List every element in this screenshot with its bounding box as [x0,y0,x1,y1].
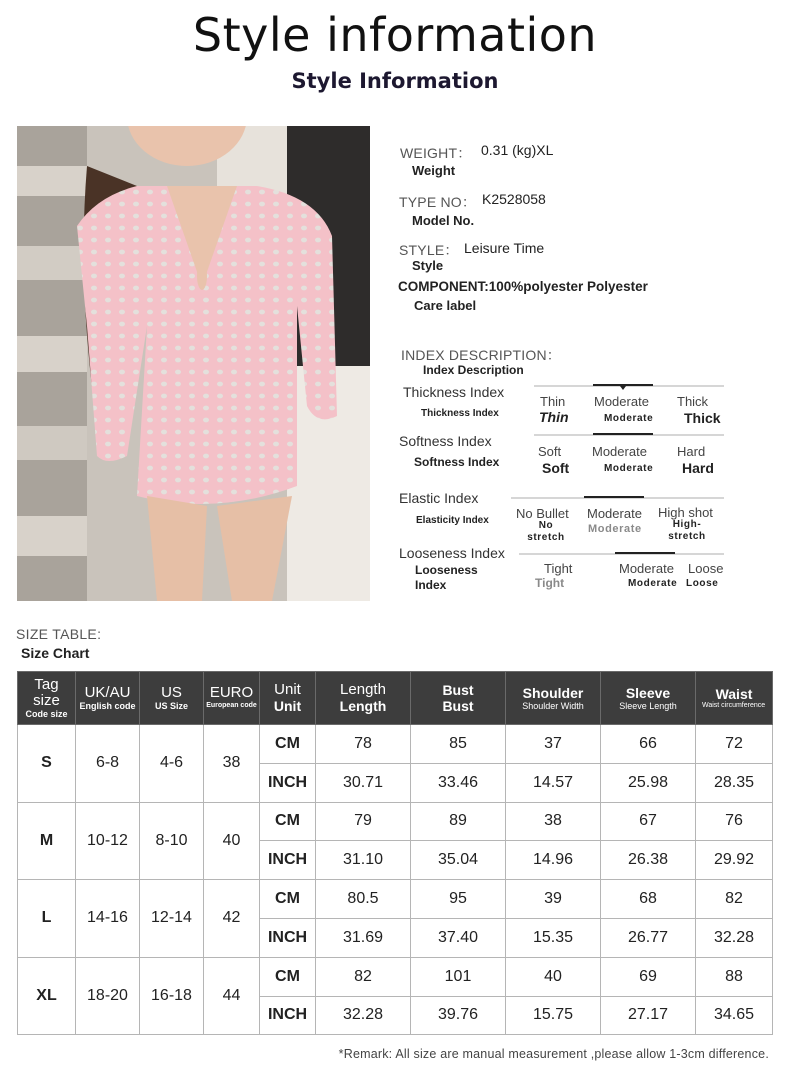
header-euro: EURO European code [204,672,260,725]
header-shoulder: Shoulder Shoulder Width [506,672,601,725]
cell-waist: 76 [696,802,773,841]
elastic-index-label: Elastic Index [399,490,479,506]
cell-us: 8-10 [140,802,204,880]
cell-sleeve: 67 [601,802,696,841]
elastic-sub-no-stretch: No stretch [527,520,565,543]
weight-label: WEIGHT： [400,145,472,161]
cell-shoulder: 38 [506,802,601,841]
looseness-sub-loose: Loose [686,578,719,589]
cell-waist: 82 [696,880,773,919]
looseness-index-label: Looseness Index [399,545,505,561]
cell-shoulder: 40 [506,957,601,996]
cell-length: 80.5 [316,880,411,919]
cell-us: 16-18 [140,957,204,1035]
elastic-opt-moderate: Moderate [587,506,642,521]
table-row [18,957,773,996]
cell-tag: XL [18,957,76,1035]
cell-shoulder: 14.96 [506,841,601,880]
cell-bust: 85 [411,725,506,764]
header-us: US US Size [140,672,204,725]
component-text: COMPONENT:100%polyester Polyester [398,279,648,294]
cell-length: 31.69 [316,918,411,957]
cell-sleeve: 26.38 [601,841,696,880]
looseness-opt-loose: Loose [688,561,724,576]
header-length: Length Length [316,672,411,725]
softness-index-sub: Softness Index [414,455,500,469]
cell-shoulder: 15.35 [506,918,601,957]
cell-shoulder: 37 [506,725,601,764]
thickness-opt-thick: Thick [677,394,709,409]
product-photo [17,126,370,601]
cell-unit: CM [260,725,316,764]
cell-euro: 42 [204,880,260,958]
type-sub: Model No. [412,213,475,228]
table-row [18,880,773,919]
elastic-sub-high-stretch: High-stretch [668,519,706,542]
cell-sleeve: 66 [601,725,696,764]
cell-uk: 6-8 [76,725,140,803]
softness-opt-soft: Soft [538,444,562,459]
cell-waist: 29.92 [696,841,773,880]
looseness-opt-moderate: Moderate [619,561,674,576]
cell-shoulder: 14.57 [506,763,601,802]
weight-sub: Weight [412,163,456,178]
cell-shoulder: 39 [506,880,601,919]
cell-sleeve: 69 [601,957,696,996]
cell-tag: S [18,725,76,803]
cell-euro: 44 [204,957,260,1035]
thickness-opt-moderate: Moderate [594,394,649,409]
cell-tag: L [18,880,76,958]
cell-length: 31.10 [316,841,411,880]
thickness-index-label: Thickness Index [403,384,505,400]
looseness-sub-tight: Tight [535,576,565,590]
cell-bust: 33.46 [411,763,506,802]
cell-length: 79 [316,802,411,841]
cell-euro: 38 [204,725,260,803]
cell-waist: 34.65 [696,996,773,1035]
table-row [18,802,773,841]
softness-index-label: Softness Index [399,433,492,449]
thickness-index-sub: Thickness Index [421,408,499,419]
cell-length: 78 [316,725,411,764]
remark-note: *Remark: All size are manual measurement ,please allow 1-3cm difference. [338,1047,769,1061]
index-description-sub: Index Description [423,363,524,377]
cell-sleeve: 25.98 [601,763,696,802]
cell-unit: CM [260,802,316,841]
elastic-index-sub: Elasticity Index [416,515,489,526]
header-bust: Bust Bust [411,672,506,725]
softness-sub-hard: Hard [682,460,714,476]
header-unit: Unit Unit [260,672,316,725]
looseness-opt-tight: Tight [544,561,573,576]
cell-bust: 39.76 [411,996,506,1035]
softness-sub-moderate: Moderate [604,463,654,474]
type-value: K2528058 [482,191,546,207]
cell-us: 4-6 [140,725,204,803]
cell-tag: M [18,802,76,880]
softness-opt-hard: Hard [677,444,706,459]
cell-length: 82 [316,957,411,996]
cell-bust: 37.40 [411,918,506,957]
cell-unit: INCH [260,918,316,957]
cell-shoulder: 15.75 [506,996,601,1035]
cell-waist: 72 [696,725,773,764]
cell-unit: INCH [260,763,316,802]
style-label: STYLE： [399,242,459,258]
size-chart-title: Size Chart [21,645,90,661]
cell-unit: CM [260,957,316,996]
cell-bust: 89 [411,802,506,841]
cell-waist: 88 [696,957,773,996]
header-uk-au: UK/AU English code [76,672,140,725]
looseness-selected-bar [615,552,675,554]
header-sleeve: Sleeve Sleeve Length [601,672,696,725]
cell-sleeve: 26.77 [601,918,696,957]
softness-selected-bar [593,433,653,435]
size-table [17,671,773,1035]
looseness-sub-moderate: Moderate [628,578,678,589]
cell-bust: 95 [411,880,506,919]
thickness-marker [620,386,626,390]
cell-uk: 18-20 [76,957,140,1035]
elastic-selected-bar [584,496,644,498]
header-waist: Waist Waist circumference [696,672,773,725]
cell-waist: 32.28 [696,918,773,957]
cell-uk: 14-16 [76,880,140,958]
thickness-sub-moderate: Moderate [604,413,654,424]
header-tag-size: Tag size Code size [18,672,76,725]
cell-sleeve: 68 [601,880,696,919]
cell-uk: 10-12 [76,802,140,880]
cell-unit: CM [260,880,316,919]
type-label: TYPE NO： [399,194,477,210]
style-sub: Style [412,258,444,273]
elastic-opt-high-shot: High shot [658,505,713,520]
cell-length: 30.71 [316,763,411,802]
cell-unit: INCH [260,841,316,880]
cell-sleeve: 27.17 [601,996,696,1035]
cell-length: 32.28 [316,996,411,1035]
size-table-label: SIZE TABLE: [16,626,102,642]
thickness-sub-thick: Thick [684,410,721,426]
table-header-row [18,672,773,725]
elastic-sub-moderate: Moderate [588,523,642,535]
index-description-label: INDEX DESCRIPTION： [401,347,561,363]
elastic-opt-no-bullet: No Bullet [516,506,569,521]
softness-opt-moderate: Moderate [592,444,647,459]
weight-value: 0.31 (kg)XL [481,142,554,158]
page-title: Style information [192,8,598,62]
thickness-sub-thin: Thin [539,409,569,425]
cell-euro: 40 [204,802,260,880]
cell-us: 12-14 [140,880,204,958]
cell-unit: INCH [260,996,316,1035]
table-row [18,725,773,764]
care-label: Care label [414,298,477,313]
cell-bust: 101 [411,957,506,996]
style-value: Leisure Time [464,240,545,256]
thickness-opt-thin: Thin [540,394,566,409]
softness-sub-soft: Soft [542,460,570,476]
cell-waist: 28.35 [696,763,773,802]
looseness-index-sub: Looseness Index [415,563,478,592]
page-subtitle: Style Information [291,69,499,93]
cell-bust: 35.04 [411,841,506,880]
